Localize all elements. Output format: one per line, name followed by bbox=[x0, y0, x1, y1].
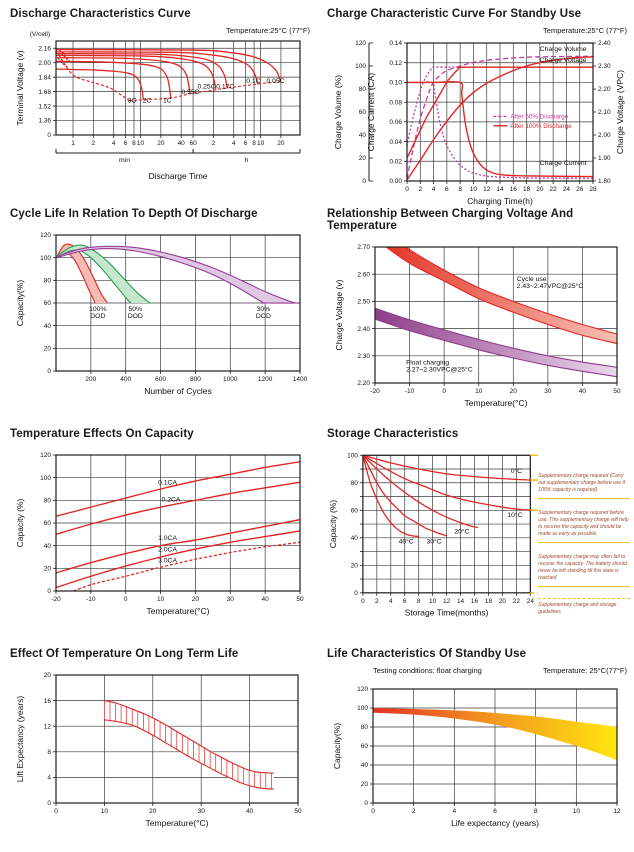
chart-label: 20°C bbox=[454, 528, 470, 536]
x-tick-label: 4 bbox=[388, 597, 393, 605]
x-tick-label: -20 bbox=[51, 596, 61, 603]
chart-title-discharge: Discharge Characteristics Curve bbox=[10, 8, 191, 20]
x-tick-label: 20 bbox=[277, 140, 285, 147]
x-tick-label: 14 bbox=[456, 597, 465, 605]
panel-discharge-characteristics bbox=[0, 0, 317, 200]
x-tick-label: 2 bbox=[375, 597, 379, 605]
y-tick-label: 0 bbox=[354, 590, 358, 598]
y-tick-label: 2.00 bbox=[38, 59, 51, 67]
chart-label: 2.0CA bbox=[158, 546, 177, 554]
x-tick-label: 16 bbox=[509, 186, 517, 193]
chart-label: DOD bbox=[127, 312, 143, 320]
y-tick-label: 40 bbox=[43, 322, 51, 330]
chart-label: 30°C bbox=[426, 538, 442, 546]
chart-label: 0.17C bbox=[216, 83, 235, 91]
panel-charge-standby bbox=[317, 0, 634, 206]
x-tick-label: -20 bbox=[370, 388, 380, 395]
y2-tick-label: 60 bbox=[358, 109, 366, 117]
x-tick-label: 30 bbox=[544, 388, 552, 395]
x-tick-label: 2 bbox=[91, 140, 96, 147]
x-tick-label: 8 bbox=[458, 186, 462, 193]
x-tick-label: 4 bbox=[231, 140, 236, 147]
y3-tick-label: 1.90 bbox=[598, 155, 611, 163]
x-tick-label: 8 bbox=[416, 597, 421, 605]
x-tick-label: 8 bbox=[252, 140, 256, 147]
y2-tick-label: 120 bbox=[355, 40, 366, 48]
y-tick-label: 2.50 bbox=[357, 298, 370, 306]
axis-title-v: Charge Volume (%) bbox=[333, 74, 343, 150]
x-tick-label: 18 bbox=[484, 597, 493, 605]
x-tick-label: 0 bbox=[442, 388, 446, 395]
y-tick-label: 0.02 bbox=[389, 158, 402, 166]
chart-label: 1.0CA bbox=[158, 535, 177, 542]
y-tick-label: 20 bbox=[350, 562, 358, 570]
x-tick-label: 10 bbox=[136, 140, 145, 147]
y3-tick-label: 1.80 bbox=[598, 178, 611, 186]
panel-temperature-capacity bbox=[0, 420, 317, 640]
x-tick-label: 10 bbox=[572, 808, 580, 815]
y-tick-label: 100 bbox=[357, 705, 368, 713]
x-tick-label: 800 bbox=[189, 376, 201, 383]
y-tick-label: 4 bbox=[47, 774, 51, 782]
x-tick-label: 200 bbox=[85, 376, 97, 383]
x-axis-title: Temperature(°C) bbox=[145, 818, 209, 828]
chart-label: 2.27~2.30VPC@25°C bbox=[406, 366, 473, 374]
chart-label: DOD bbox=[90, 312, 106, 320]
y3-tick-label: 2.20 bbox=[598, 86, 611, 94]
plot-area bbox=[56, 462, 300, 591]
axis-title-r: Charge Voltage (VPC) bbox=[615, 69, 625, 155]
x-tick-label: 6 bbox=[402, 597, 407, 605]
y-tick-label: 2.70 bbox=[357, 244, 370, 252]
x-axis-title: Number of Cycles bbox=[144, 386, 212, 396]
storage-note-1: Supplementary charge required (Carry out supplementary charge before use if 100% capacity is required) bbox=[538, 473, 630, 499]
y-tick-label: 80 bbox=[43, 497, 51, 505]
x-tick-label: -10 bbox=[86, 596, 96, 603]
storage-side-notes bbox=[538, 443, 630, 631]
legend-label: After 50% Discharge bbox=[510, 113, 569, 121]
long-term-life-chart bbox=[10, 663, 314, 839]
x-tick-label: 8 bbox=[132, 140, 136, 147]
y-tick-label: 0.10 bbox=[389, 79, 402, 87]
x-tick-label: 20 bbox=[149, 808, 157, 815]
y-tick-label: 12 bbox=[43, 723, 51, 731]
y-tick-label: 120 bbox=[40, 452, 51, 460]
y-tick-label: 0.00 bbox=[389, 178, 402, 186]
y-axis-title: Capacity(%) bbox=[15, 279, 25, 327]
x-tick-label: 6 bbox=[493, 808, 497, 815]
y2-tick-label: 0 bbox=[362, 178, 366, 186]
y-tick-label: 120 bbox=[40, 232, 51, 240]
x-tick-label: 2 bbox=[418, 186, 423, 193]
chart-label: 0.55C bbox=[181, 88, 200, 96]
x-tick-label: 4 bbox=[431, 186, 436, 193]
x-tick-label: 10 bbox=[156, 596, 165, 603]
x-tick-label: 30 bbox=[197, 808, 205, 815]
header-note: Temperature:25°C (77°F) bbox=[543, 26, 627, 35]
x-tick-label: 40 bbox=[245, 808, 254, 815]
chart-title-voltage-temperature: Relationship Between Charging Voltage And Temperature bbox=[327, 208, 574, 232]
y-tick-label: 0.14 bbox=[389, 40, 402, 48]
x-tick-label: 24 bbox=[562, 186, 571, 193]
temperature-effects-chart bbox=[10, 443, 314, 627]
x-tick-label: 50 bbox=[294, 808, 302, 815]
y-axis-title: Terminal Voltage (v) bbox=[15, 50, 25, 126]
series-2C bbox=[56, 69, 143, 100]
storage-chart-row bbox=[327, 443, 630, 631]
header-note: Testing conditions: float charging bbox=[373, 666, 482, 675]
y-tick-label: 0 bbox=[47, 368, 51, 376]
x-tick-label: 10 bbox=[469, 186, 478, 193]
chart-title-cycle-life: Cycle Life In Relation To Depth Of Discharge bbox=[10, 208, 258, 220]
y-axis-unit: (V/cell) bbox=[29, 31, 50, 38]
storage-note-2: Supplementary charge required before use. This supplementary charge will help to recover the capacity and should be made as early as possible. bbox=[538, 510, 630, 543]
x-tick-label: 10 bbox=[100, 808, 109, 815]
chart-label: 30% bbox=[256, 305, 271, 313]
x-tick-label: 20 bbox=[536, 186, 544, 193]
chart-label: 0°C bbox=[510, 468, 523, 476]
y-tick-label: 60 bbox=[360, 743, 368, 751]
x-tick-label: 0 bbox=[54, 808, 58, 815]
panel-voltage-temperature bbox=[317, 200, 634, 420]
y-axis-title: Capacity (%) bbox=[327, 499, 338, 549]
grid bbox=[363, 455, 530, 593]
y-tick-label: 2.40 bbox=[357, 325, 370, 333]
charge-characteristic-chart bbox=[327, 23, 631, 211]
x-tick-label: 6 bbox=[445, 186, 449, 193]
y-axis-title: Capacity (%) bbox=[15, 498, 25, 548]
x-tick-label: 2 bbox=[411, 808, 416, 815]
y-tick-label: 2.60 bbox=[357, 271, 370, 279]
x-tick-label: 6 bbox=[243, 140, 248, 147]
series-1.0CA bbox=[56, 520, 300, 573]
chart-label: 3.0CA bbox=[158, 557, 177, 565]
x-tick-label: 30 bbox=[226, 596, 234, 603]
chart-label: 0.1CA bbox=[158, 479, 177, 487]
plot-area bbox=[57, 244, 300, 303]
series-0.1CA bbox=[56, 462, 300, 516]
x-tick-label: 4 bbox=[111, 140, 116, 147]
x-tick-label: -10 bbox=[404, 388, 415, 395]
discharge-characteristics-chart bbox=[10, 23, 314, 187]
y-tick-label: 0 bbox=[364, 800, 368, 808]
chart-label: Charge Current bbox=[539, 160, 587, 168]
chart-label: 0.25C bbox=[197, 83, 216, 91]
y-tick-label: 2.30 bbox=[357, 353, 370, 360]
chart-label: 0.2CA bbox=[161, 496, 181, 504]
x-tick-label: 12 bbox=[443, 597, 451, 605]
y3-tick-label: 2.30 bbox=[598, 63, 611, 71]
x-tick-label: 10 bbox=[429, 597, 437, 605]
chart-label: Float charging bbox=[406, 359, 450, 367]
y-tick-label: 80 bbox=[360, 724, 368, 732]
y-tick-label: 40 bbox=[350, 534, 358, 542]
x-tick-label: 600 bbox=[155, 376, 167, 383]
x-tick-label: 40 bbox=[578, 388, 587, 395]
chart-label: 100% bbox=[89, 305, 107, 313]
chart-label: Charge Volume bbox=[539, 46, 587, 54]
y3-tick-label: 2.10 bbox=[598, 109, 611, 117]
panel-storage-characteristics bbox=[317, 420, 634, 640]
y-tick-label: 60 bbox=[350, 507, 358, 515]
y-tick-label: 40 bbox=[360, 762, 368, 770]
chart-label: 10°C bbox=[507, 512, 523, 520]
y2-tick-label: 100 bbox=[355, 63, 366, 71]
x-tick-label: 18 bbox=[522, 186, 531, 193]
y2-tick-label: 20 bbox=[358, 155, 366, 163]
x-tick-label: 10 bbox=[256, 140, 265, 147]
storage-note-3: Supplementary charge may often fail to recover the capacity. The battery should never be left standing till this state is reached bbox=[538, 554, 630, 587]
x-tick-label: 2 bbox=[211, 140, 216, 147]
chart-label: 40°C bbox=[398, 538, 414, 546]
x-tick-label: 26 bbox=[576, 186, 584, 193]
y-tick-label: 120 bbox=[357, 686, 368, 694]
y-axis-title: Charge Voltage (v) bbox=[334, 279, 344, 351]
y-tick-label: 0.08 bbox=[389, 99, 402, 107]
x-tick-label: 50 bbox=[296, 596, 304, 603]
x-axis-title: Charging Time(h) bbox=[467, 196, 533, 206]
chart-label: DOD bbox=[255, 312, 271, 320]
panel-life-standby bbox=[317, 640, 634, 852]
y-tick-label: 0.04 bbox=[389, 138, 402, 146]
chart-title-long-term-life: Effect Of Temperature On Long Term Life bbox=[10, 648, 239, 660]
header-note: Temperature:25°C (77°F) bbox=[226, 26, 310, 35]
plot-area bbox=[56, 48, 280, 100]
y-tick-label: 20 bbox=[43, 565, 51, 573]
chart-label: 1C bbox=[163, 97, 172, 105]
panel-cycle-life bbox=[0, 200, 317, 420]
x-tick-label: 0 bbox=[371, 808, 375, 815]
x-tick-label: 20 bbox=[498, 597, 507, 605]
x-tick-label: 40 bbox=[177, 140, 185, 147]
y-axis-title: Charge Current (CA) bbox=[366, 72, 376, 152]
panel-long-term-life bbox=[0, 640, 317, 852]
y-tick-label: 0.06 bbox=[389, 119, 402, 127]
x-tick-label: 12 bbox=[483, 186, 491, 193]
y-tick-label: 40 bbox=[43, 542, 51, 550]
x-tick-label: 50 bbox=[613, 388, 621, 395]
band-life-band bbox=[104, 701, 273, 789]
y-tick-label: 20 bbox=[43, 672, 51, 680]
series-2.0CA bbox=[56, 531, 300, 588]
chart-title-temperature-capacity: Temperature Effects On Capacity bbox=[10, 428, 194, 440]
x-tick-label: 60 bbox=[189, 140, 197, 147]
y-axis-title: Capacity(%) bbox=[332, 722, 342, 770]
y-tick-label: 0 bbox=[47, 588, 51, 596]
x-tick-label: 10 bbox=[475, 388, 483, 395]
x-tick-label: 20 bbox=[509, 388, 517, 395]
x-tick-label: 40 bbox=[261, 596, 269, 603]
bracket-unit-h: h bbox=[244, 157, 249, 164]
x-tick-label: 20 bbox=[191, 596, 200, 603]
y-tick-label: 1.36 bbox=[38, 117, 51, 125]
y-tick-label: 16 bbox=[43, 697, 51, 705]
x-tick-label: 12 bbox=[613, 808, 621, 815]
y2-tick-label: 40 bbox=[358, 132, 366, 140]
y-tick-label: 0 bbox=[47, 132, 51, 140]
x-axis-title: Storage Time(months) bbox=[404, 607, 489, 618]
x-axis-title: Life expectancy (years) bbox=[451, 818, 539, 828]
x-tick-label: 24 bbox=[526, 597, 534, 605]
life-characteristics-chart bbox=[327, 663, 631, 839]
chart-label: 50% bbox=[128, 305, 143, 313]
x-tick-label: 4 bbox=[452, 808, 457, 815]
y-tick-label: 100 bbox=[40, 254, 51, 262]
chart-label: 3C bbox=[127, 97, 137, 105]
y-tick-label: 60 bbox=[43, 300, 51, 308]
y-tick-label: 8 bbox=[47, 749, 51, 756]
x-tick-label: 28 bbox=[589, 186, 597, 193]
chart-label: 2.43~2.47VPC@25°C bbox=[516, 283, 584, 290]
y3-tick-label: 2.40 bbox=[598, 40, 611, 48]
y2-tick-label: 80 bbox=[358, 86, 366, 94]
x-tick-label: 0 bbox=[361, 597, 365, 605]
y-tick-label: 100 bbox=[347, 452, 358, 460]
cycle-life-chart bbox=[10, 223, 314, 407]
x-axis-title: Temperature(°C) bbox=[146, 606, 210, 616]
x-tick-label: 400 bbox=[120, 376, 132, 383]
storage-characteristics-chart bbox=[327, 443, 538, 631]
storage-note-4: Supplementary charge and storage guidelines bbox=[538, 598, 630, 621]
chart-title-storage: Storage Characteristics bbox=[327, 428, 459, 440]
x-tick-label: 8 bbox=[533, 808, 538, 815]
y-tick-label: 0.12 bbox=[389, 59, 402, 67]
y-tick-label: 2.16 bbox=[38, 45, 51, 53]
y-tick-label: 1.84 bbox=[38, 74, 51, 82]
y-axis-title: Lift Expectancy (years) bbox=[15, 695, 25, 783]
header-note: Temperature: 25°C(77°F) bbox=[543, 666, 627, 675]
charging-voltage-temperature-chart bbox=[327, 235, 631, 419]
chart-label: Charge Voltage bbox=[539, 56, 587, 64]
x-axis-title: Temperature(°C) bbox=[464, 398, 528, 408]
y-tick-label: 100 bbox=[40, 474, 51, 482]
x-tick-label: 1200 bbox=[257, 376, 273, 383]
y-tick-label: 1.52 bbox=[38, 103, 51, 111]
series-0.25C bbox=[56, 55, 216, 91]
x-tick-label: 1000 bbox=[223, 376, 238, 383]
chart-label: 0.05C bbox=[266, 77, 285, 85]
x-tick-label: 0 bbox=[123, 596, 128, 603]
series-3.0CA bbox=[73, 542, 300, 591]
x-tick-label: 20 bbox=[157, 140, 165, 147]
chart-title-life-standby: Life Characteristics Of Standby Use bbox=[327, 648, 527, 660]
x-tick-label: 22 bbox=[549, 186, 557, 193]
y-tick-label: 0 bbox=[47, 800, 51, 808]
x-axis-title: Discharge Time bbox=[148, 171, 208, 181]
y3-tick-label: 2.00 bbox=[598, 132, 611, 140]
y-tick-label: 2.20 bbox=[357, 380, 370, 388]
chart-title-charge-standby: Charge Characteristic Curve For Standby Use bbox=[327, 8, 582, 20]
y-tick-label: 60 bbox=[43, 520, 51, 528]
x-tick-label: 14 bbox=[496, 186, 504, 193]
x-tick-label: 1400 bbox=[292, 376, 308, 383]
y-tick-label: 20 bbox=[360, 781, 368, 789]
plot-area bbox=[104, 701, 273, 789]
chart-label: Cycle use bbox=[516, 276, 547, 283]
x-tick-label: 1 bbox=[71, 140, 75, 147]
bracket-unit-min: min bbox=[119, 157, 131, 164]
chart-label: 0.1C bbox=[246, 77, 261, 85]
chart-label: 2C bbox=[142, 97, 152, 105]
x-tick-label: 16 bbox=[470, 597, 479, 605]
y-tick-label: 80 bbox=[350, 479, 358, 487]
x-tick-label: 6 bbox=[123, 140, 128, 147]
y-tick-label: 20 bbox=[43, 345, 51, 353]
y-tick-label: 1.68 bbox=[38, 88, 51, 96]
legend-label: After 100% Discharge bbox=[510, 123, 572, 130]
x-tick-label: 0 bbox=[405, 186, 409, 193]
y-tick-label: 80 bbox=[43, 277, 51, 285]
x-tick-label: 22 bbox=[512, 597, 520, 605]
